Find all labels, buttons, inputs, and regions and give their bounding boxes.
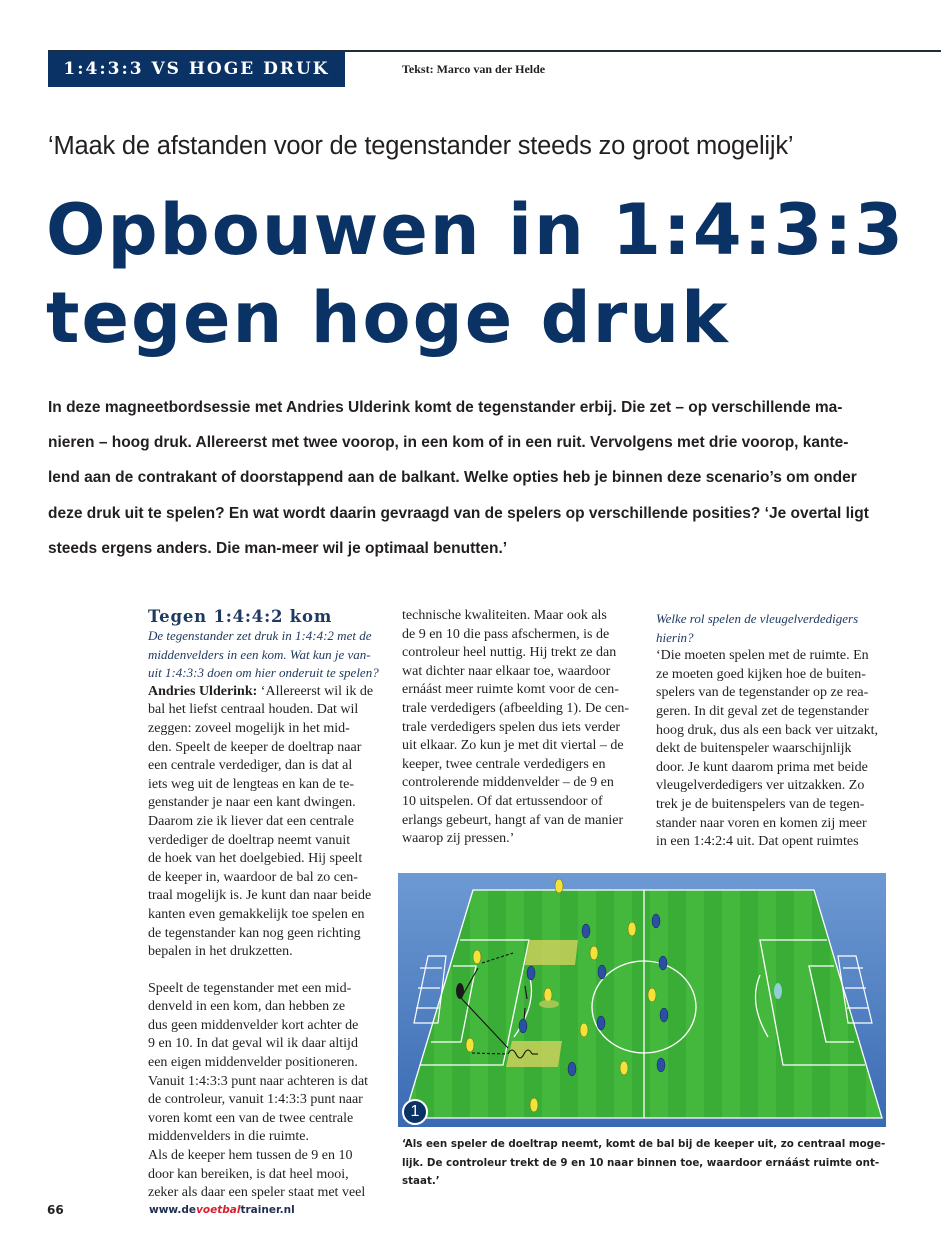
body-line: kanten even gemakkelijk toe spelen en [148, 906, 365, 922]
headline-line: Opbouwen in 1:4:3:3 [46, 189, 905, 271]
body-line: den. Speelt de keeper de doeltrap naar [148, 739, 362, 755]
keeper-cyan [774, 983, 782, 999]
body-line: middenvelders in die ruimte. [148, 1129, 309, 1145]
section-tag: 1:4:3:3 VS HOGE DRUK [48, 51, 345, 87]
site-suffix: trainer.nl [240, 1204, 295, 1216]
question-line: Welke rol spelen de vleugelverdedigers [656, 611, 859, 626]
body-line: waarop zij pressen.’ [402, 831, 515, 847]
body-line: trale verdedigers (afbeelding 1). De cen- [402, 700, 629, 716]
tactics-diagram [398, 873, 886, 1127]
body-line: uit elkaar. Zo kun je met dit viertal – de [402, 738, 624, 754]
body-line: een centrale verdediger, dan is dat al [148, 758, 353, 774]
article-column-2 [402, 607, 640, 849]
figure-number-badge: 1 [402, 1099, 428, 1125]
byline: Tekst: Marco van der Helde [402, 62, 546, 76]
body-line: Als de keeper hem tussen de 9 en 10 [148, 1148, 353, 1164]
body-line: 9 en 10. In dat geval wil ik daar altijd [148, 1036, 358, 1052]
body-line: iets weg uit de lengteas en kan de te- [148, 776, 355, 792]
body-line: een eigen middenvelder positioneren. [148, 1055, 358, 1071]
paragraph-gap [148, 962, 386, 980]
body-line: de keeper in, waardoor de bal zo cen- [148, 869, 358, 885]
caption-line: staat.’ [402, 1175, 440, 1187]
answer-first-line [148, 683, 386, 702]
body-line: genstander je naar een kant dwingen. [148, 795, 356, 811]
body-line: Speelt de tegenstander met een mid- [148, 980, 352, 996]
intro-line: deze druk uit te spelen? En wat wordt daarin gevraagd van de spelers op verschillende posities? ‘Je overtal ligt [48, 504, 869, 522]
website-link[interactable] [149, 1204, 295, 1216]
body-line: dus geen middenvelder kort achter de [148, 1017, 359, 1033]
body-line: erlangs gebeurt, hangt af van de manier [402, 812, 624, 828]
body-line: voren komt een van de twee centrale [148, 1110, 354, 1126]
body-line: de hoek van het doelgebied. Hij speelt [148, 851, 363, 867]
body-line: denveld in een kom, dan hebben ze [148, 999, 346, 1015]
body-line: keeper, twee centrale verdedigers en [402, 756, 606, 772]
question-line: hierin? [656, 629, 694, 645]
body-line: ernáást meer ruimte komt voor de cen- [402, 682, 619, 698]
caption-line: lijk. De controleur trekt de 9 en 10 naar binnen toe, waardoor ernáást ruimte ont- [402, 1156, 880, 1169]
article-column-3 [656, 610, 894, 852]
body-line: vleugelverdedigers ver uitzakken. Zo [656, 778, 865, 794]
site-highlight: voetbal [196, 1204, 241, 1216]
subhead: Tegen 1:4:4:2 kom [148, 607, 333, 626]
body-line: hoog druk, dus als een back ver uitzakt, [656, 722, 878, 738]
body-line: trale verdedigers spelen dus iets verder [402, 719, 621, 735]
page-number: 66 [47, 1203, 64, 1217]
highlight-zone [525, 940, 578, 965]
question-line: uit 1:4:3:3 doen om hier onderuit te spelen? [148, 665, 379, 681]
intro-line: lend aan de contrakant of doorstappend aan de balkant. Welke opties heb je binnen deze scenario’s om onder [48, 469, 857, 487]
body-line: bepalen in het drukzetten. [148, 944, 293, 960]
body-line: dekt de buitenspeler waarschijnlijk [656, 741, 852, 757]
body-line: door. Je kunt daarom prima met beide [656, 759, 868, 775]
body-line: de tegenstander kan nog geen richting [148, 925, 361, 941]
answer-start: ‘Allereerst wil ik de [257, 683, 374, 699]
body-line: controleur heel nuttig. Hij trekt ze dan [402, 645, 617, 661]
body-line: wat dichter naar elkaar toe, waardoor [402, 663, 611, 679]
caption-line: ‘Als een speler de doeltrap neemt, komt de bal bij de keeper uit, zo centraal moge- [402, 1138, 886, 1150]
intro-line: In deze magneetbordsessie met Andries Ulderink komt de tegenstander erbij. Die zet – op verschillende ma- [48, 399, 843, 416]
body-line: 10 uitspelen. Of dat ertussendoor of [402, 793, 603, 809]
article-column-1 [148, 607, 386, 1203]
body-line: bal het liefst centraal houden. Dat wil [148, 702, 359, 718]
keeper-black [456, 983, 464, 999]
pitch-illustration [398, 873, 886, 1127]
body-line: technische kwaliteiten. Maar ook als [402, 608, 607, 623]
body-line: in een 1:4:2:4 uit. Dat opent ruimtes [656, 834, 859, 850]
body-line: ze moeten goed kijken hoe de buiten- [656, 666, 866, 682]
body-line: controlerende middenvelder – de 9 en [402, 775, 614, 791]
body-line: spelers van de tegenstander op ze rea- [656, 685, 869, 701]
kicker-quote: ‘Maak de afstanden voor de tegenstander steeds zo groot mogelijk’ [48, 132, 794, 160]
body-line: verdediger de doeltrap neemt vanuit [148, 832, 351, 848]
body-line: Daarom zie ik liever dat een centrale [148, 813, 354, 829]
body-line: zeggen: zoveel mogelijk in het mid- [148, 720, 350, 736]
headline [46, 186, 905, 362]
body-line: ‘Die moeten spelen met de ruimte. En [656, 648, 869, 664]
body-line: Vanuit 1:4:3:3 punt naar achteren is dat [148, 1073, 369, 1089]
question-line: De tegenstander zet druk in 1:4:4:2 met de [148, 628, 372, 643]
player-marker [539, 1000, 559, 1008]
body-line: trek je de buitenspelers van de tegen- [656, 796, 865, 812]
pitch-surface [404, 890, 882, 1118]
body-line: door kan bereiken, is dat heel mooi, [148, 1166, 349, 1182]
question-line: middenvelders in een kom. Wat kun je van- [148, 646, 371, 662]
figure-caption [402, 1135, 890, 1191]
intro-line: nieren – hoog druk. Allereerst met twee voorop, in een kom of in een ruit. Vervolgens met drie voorop, kante- [48, 434, 849, 452]
body-line: geren. In dit geval zet de tegenstander [656, 703, 869, 719]
body-line: stander naar voren en komen zij meer [656, 815, 867, 831]
body-line: de 9 en 10 die pass afschermen, is de [402, 626, 610, 642]
intro-line: steeds ergens anders. Die man-meer wil je optimaal benutten.’ [48, 539, 508, 557]
body-line: de controleur, vanuit 1:4:3:3 punt naar [148, 1092, 363, 1108]
headline-line: tegen hoge druk [46, 277, 730, 359]
body-line: traal mogelijk is. Je kunt dan naar beide [148, 888, 372, 904]
site-prefix: www.de [149, 1204, 197, 1216]
intro-paragraph [48, 390, 896, 566]
speaker-name: Andries Ulderink: [148, 683, 258, 699]
body-line: zeker als daar een speler staat met veel [148, 1185, 366, 1201]
